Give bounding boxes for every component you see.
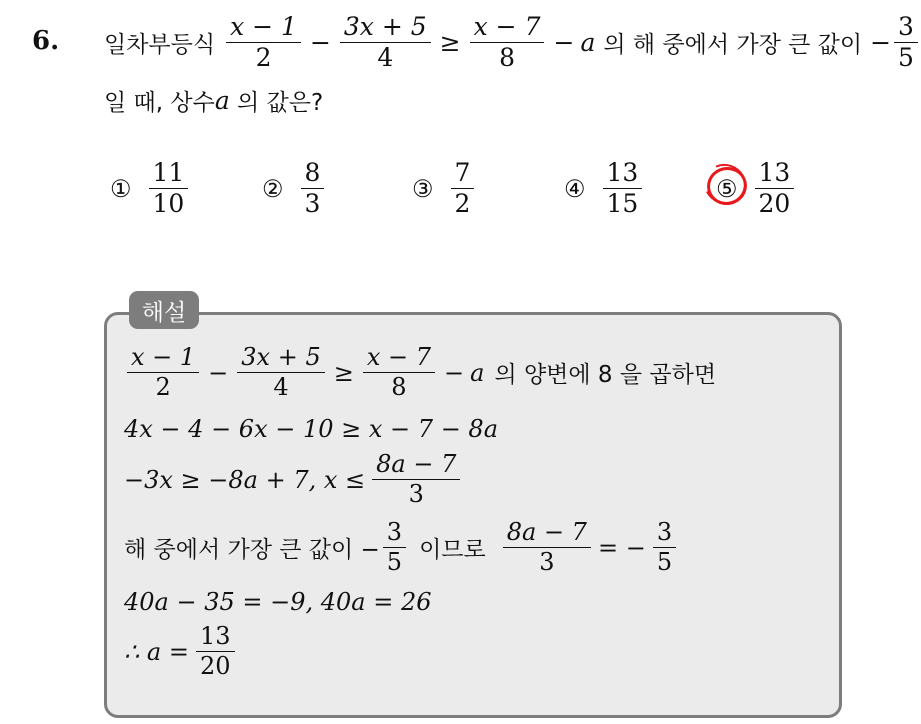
fraction-numerator: 8 xyxy=(304,158,321,187)
choice-fraction xyxy=(149,160,189,218)
operator-minus: − xyxy=(553,28,575,58)
fraction-denominator: 2 xyxy=(127,372,199,400)
fraction-x-minus-7-over-8 xyxy=(470,14,545,72)
fraction-numerator: 13 xyxy=(758,158,791,187)
operator-geq: ≥ xyxy=(439,28,461,58)
solution-tab-label: 해설 xyxy=(129,291,199,329)
fraction-denominator: 3 xyxy=(301,188,325,217)
fraction-8a-minus-7-over-3 xyxy=(372,452,460,507)
fraction-numerator: 13 xyxy=(199,622,231,650)
fraction-denominator: 20 xyxy=(755,188,795,217)
fraction-denominator: 4 xyxy=(237,372,324,400)
solution-therefore: ∴ a = xyxy=(124,637,189,666)
fraction-answer-13-over-20 xyxy=(196,624,235,679)
operator-minus: − xyxy=(444,358,465,387)
fraction-3x-plus-5-over-4 xyxy=(237,345,324,400)
solution-line-6 xyxy=(124,624,238,679)
fraction-numerator: 3x + 5 xyxy=(241,343,321,371)
fraction-numerator: 3 xyxy=(386,518,403,546)
problem-lead-text: 일차부등식 xyxy=(104,32,216,59)
solution-line-3 xyxy=(124,452,463,507)
fraction-denominator: 5 xyxy=(653,547,676,575)
choice-marker: ④ xyxy=(564,174,586,203)
fraction-numerator: 8a − 7 xyxy=(376,450,457,478)
fraction-numerator: 13 xyxy=(606,158,639,187)
fraction-3x-plus-5-over-4 xyxy=(340,14,431,72)
problem-question-post: 의 값은? xyxy=(229,90,324,116)
solution-line-4 xyxy=(124,520,679,575)
fraction-x-minus-1-over-2 xyxy=(127,345,199,400)
choice-fraction xyxy=(755,160,795,218)
fraction-numerator: 3x + 5 xyxy=(343,12,427,41)
fraction-denominator: 2 xyxy=(226,42,301,71)
fraction-denominator: 5 xyxy=(383,547,406,575)
fraction-denominator: 20 xyxy=(196,651,235,679)
fraction-numerator: 3 xyxy=(898,12,914,41)
solution-step-text: 의 양변에 8 을 곱하면 xyxy=(494,362,717,389)
choice-marker: ⑤ xyxy=(716,174,738,203)
choice-fraction xyxy=(451,160,475,218)
solution-inequality: −3x ≥ −8a + 7, x ≤ xyxy=(124,465,366,494)
choice-2[interactable] xyxy=(262,160,327,218)
solution-step-text: 해 중에서 가장 큰 값이 − xyxy=(124,537,380,564)
problem-line-2 xyxy=(104,84,323,117)
fraction-numerator: 11 xyxy=(152,158,185,187)
fraction-numerator: x − 1 xyxy=(131,343,196,371)
solution-line-2: 4x − 4 − 6x − 10 ≥ x − 7 − 8a xyxy=(124,415,499,443)
variable-a: a xyxy=(214,86,230,115)
fraction-denominator: 10 xyxy=(149,188,189,217)
problem-line-1 xyxy=(104,14,921,72)
choice-marker: ② xyxy=(262,174,284,203)
fraction-x-minus-1-over-2 xyxy=(226,14,301,72)
variable-a: a xyxy=(470,358,485,387)
operator-equals-negative: = − xyxy=(597,533,646,562)
fraction-x-minus-7-over-8 xyxy=(363,345,435,400)
fraction-numerator: x − 7 xyxy=(366,343,432,371)
operator-minus: − xyxy=(208,358,229,387)
fraction-denominator: 4 xyxy=(340,42,431,71)
fraction-denominator: 8 xyxy=(363,372,435,400)
fraction-numerator: 3 xyxy=(656,518,673,546)
fraction-3-over-5 xyxy=(894,14,918,72)
fraction-denominator: 3 xyxy=(503,547,591,575)
fraction-8a-minus-7-over-3 xyxy=(503,520,591,575)
fraction-denominator: 2 xyxy=(451,188,475,217)
fraction-3-over-5 xyxy=(653,520,676,575)
operator-negative: − xyxy=(870,28,892,58)
fraction-numerator: 7 xyxy=(454,158,471,187)
problem-question-pre: 일 때, 상수 xyxy=(104,90,215,116)
fraction-denominator: 15 xyxy=(603,188,643,217)
fraction-denominator: 3 xyxy=(372,479,460,507)
choice-1[interactable] xyxy=(110,160,191,218)
solution-line-1 xyxy=(124,345,716,400)
problem-number: 6. xyxy=(32,26,60,56)
operator-minus: − xyxy=(309,28,331,58)
choice-4[interactable] xyxy=(564,160,645,218)
fraction-numerator: x − 1 xyxy=(230,12,297,41)
fraction-denominator: 8 xyxy=(470,42,545,71)
problem-condition-text: 의 해 중에서 가장 큰 값이 xyxy=(603,32,863,59)
choice-fraction xyxy=(603,160,643,218)
solution-line-5: 40a − 35 = −9, 40a = 26 xyxy=(124,588,432,616)
choice-marker: ① xyxy=(110,174,132,203)
choice-fraction xyxy=(301,160,325,218)
choice-3[interactable] xyxy=(412,160,477,218)
fraction-numerator: x − 7 xyxy=(473,12,541,41)
choice-marker: ③ xyxy=(412,174,434,203)
fraction-numerator: 8a − 7 xyxy=(506,518,587,546)
fraction-denominator: 5 xyxy=(894,42,918,71)
variable-a: a xyxy=(580,28,596,58)
solution-step-text: 이므로 xyxy=(419,537,486,564)
operator-geq: ≥ xyxy=(333,358,354,387)
fraction-3-over-5 xyxy=(383,520,406,575)
